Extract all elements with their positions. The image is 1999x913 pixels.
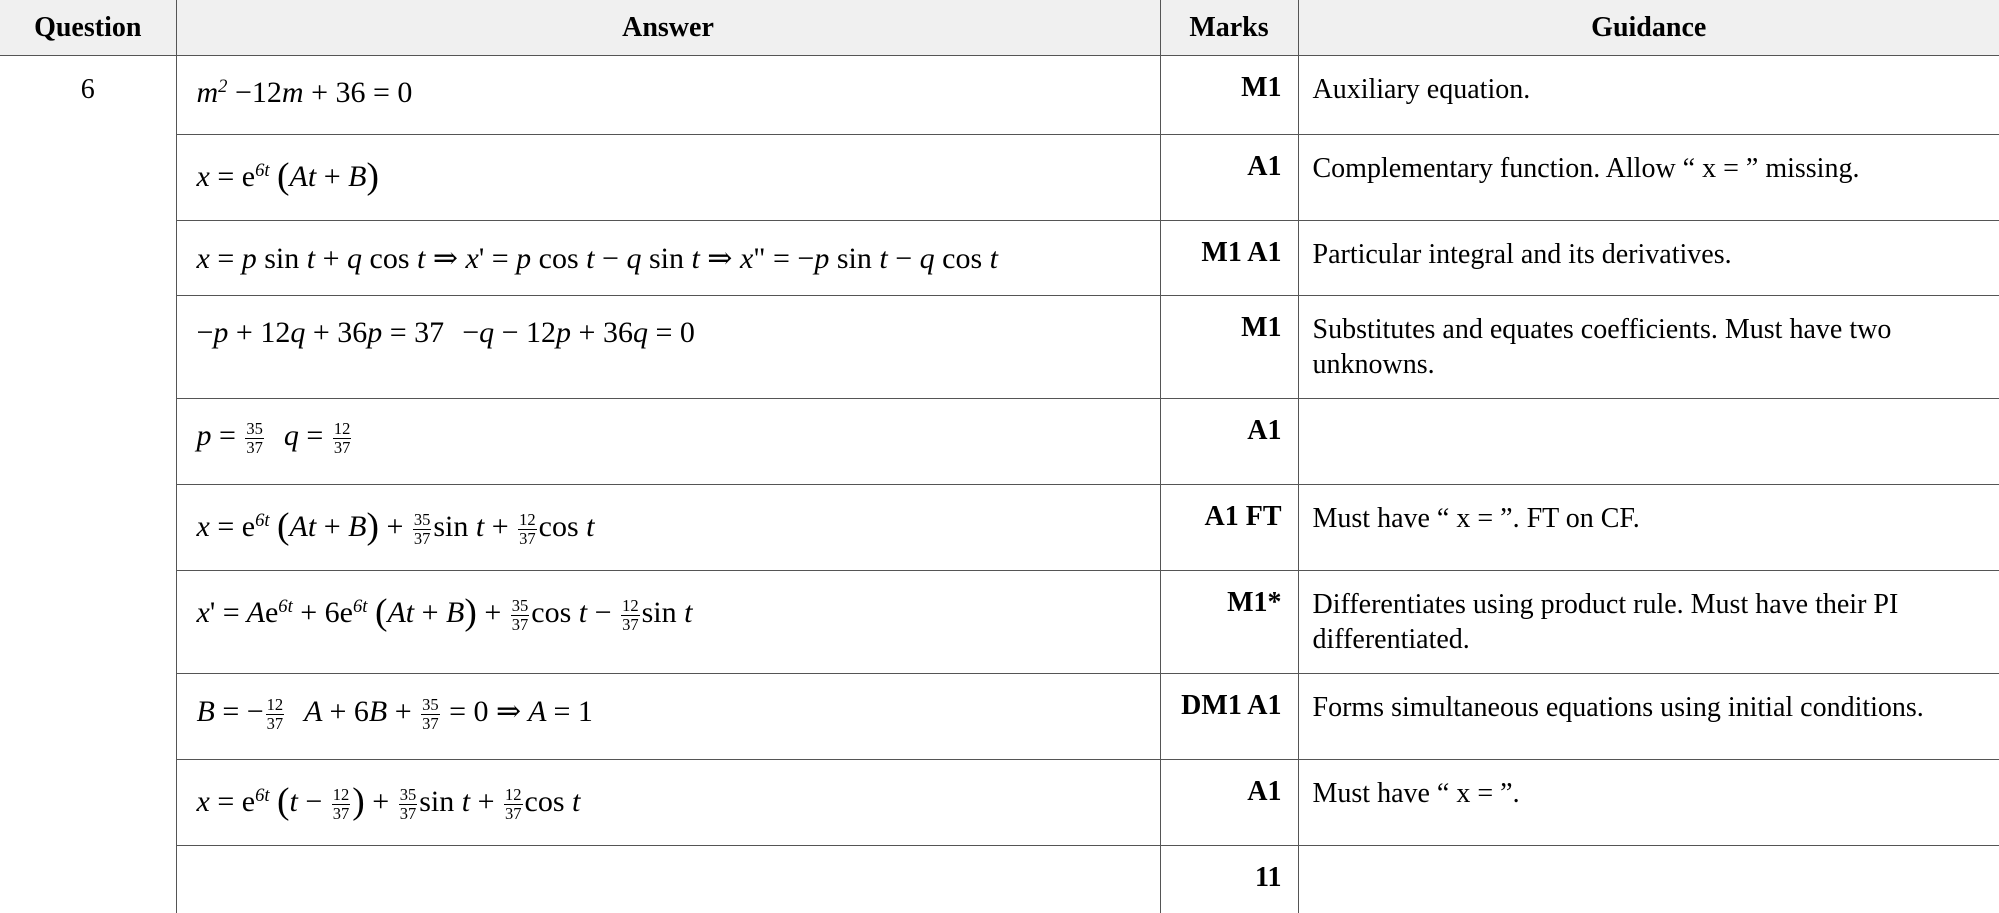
guidance-cell: Must have “ x = ”. FT on CF. bbox=[1298, 485, 1999, 571]
answer-cell: $x' = Ae^{6t} + 6e^{6t}$ (At + B) + $\frac{35}{37}$ cos t − $\frac{12}{37}$ sin t bbox=[176, 571, 1160, 674]
table-row bbox=[0, 760, 1999, 846]
header-question: Question bbox=[0, 0, 176, 56]
answer-cell: $x = e^{6t}$ (At + B) + $\frac{35}{37}$ sin t + $\frac{12}{37}$ cos t bbox=[176, 485, 1160, 571]
marks-cell: M1* bbox=[1160, 571, 1298, 674]
total-row bbox=[0, 846, 1999, 913]
marks-cell: A1 bbox=[1160, 760, 1298, 846]
marks-cell: DM1 A1 bbox=[1160, 674, 1298, 760]
table-row bbox=[0, 399, 1999, 485]
table-row bbox=[0, 56, 1999, 135]
guidance-cell: Forms simultaneous equations using initial conditions. bbox=[1298, 674, 1999, 760]
question-number: 6 bbox=[0, 56, 176, 913]
guidance-cell: Particular integral and its derivatives. bbox=[1298, 221, 1999, 296]
marks-cell: A1 bbox=[1160, 135, 1298, 221]
guidance-cell: Complementary function. Allow “ x = ” missing. bbox=[1298, 135, 1999, 221]
table-row bbox=[0, 571, 1999, 674]
marks-cell: M1 bbox=[1160, 56, 1298, 135]
answer-cell: $m^2 -12m + 36 = 0$ bbox=[176, 56, 1160, 135]
answer-cell: B = − $\frac{12}{37}$ A + 6B + $\frac{35}{37}$ = 0 ⇒ A = 1 bbox=[176, 674, 1160, 760]
header-marks: Marks bbox=[1160, 0, 1298, 56]
answer-cell: p = $\frac{35}{37}$ q = $\frac{12}{37}$ bbox=[176, 399, 1160, 485]
guidance-cell: Auxiliary equation. bbox=[1298, 56, 1999, 135]
answer-cell: x = p sin t + q cos t ⇒ x' = p cos t − q sin t ⇒ x" = −p sin t − q cos t bbox=[176, 221, 1160, 296]
guidance-cell bbox=[1298, 846, 1999, 913]
table-row bbox=[0, 135, 1999, 221]
table-row bbox=[0, 221, 1999, 296]
header-answer: Answer bbox=[176, 0, 1160, 56]
marks-cell: A1 FT bbox=[1160, 485, 1298, 571]
guidance-cell: Substitutes and equates coefficients. Must have two unknowns. bbox=[1298, 296, 1999, 399]
table-row bbox=[0, 296, 1999, 399]
marks-total: 11 bbox=[1160, 846, 1298, 913]
answer-cell: $x = e^{6t}$ (At + B) bbox=[176, 135, 1160, 221]
answer-cell: −p + 12q + 36p = 37 −q − 12p + 36q = 0 bbox=[176, 296, 1160, 399]
guidance-cell bbox=[1298, 399, 1999, 485]
guidance-cell: Must have “ x = ”. bbox=[1298, 760, 1999, 846]
marks-cell: M1 bbox=[1160, 296, 1298, 399]
answer-cell: $x = e^{6t}$ (t − $\frac{12}{37}$ ) + $\frac{35}{37}$ sin t + $\frac{12}{37}$ cos t bbox=[176, 760, 1160, 846]
table-row bbox=[0, 485, 1999, 571]
marks-cell: A1 bbox=[1160, 399, 1298, 485]
table-row bbox=[0, 674, 1999, 760]
answer-cell bbox=[176, 846, 1160, 913]
marks-cell: M1 A1 bbox=[1160, 221, 1298, 296]
header-row bbox=[0, 0, 1999, 56]
guidance-cell: Differentiates using product rule. Must have their PI differentiated. bbox=[1298, 571, 1999, 674]
header-guidance: Guidance bbox=[1298, 0, 1999, 56]
